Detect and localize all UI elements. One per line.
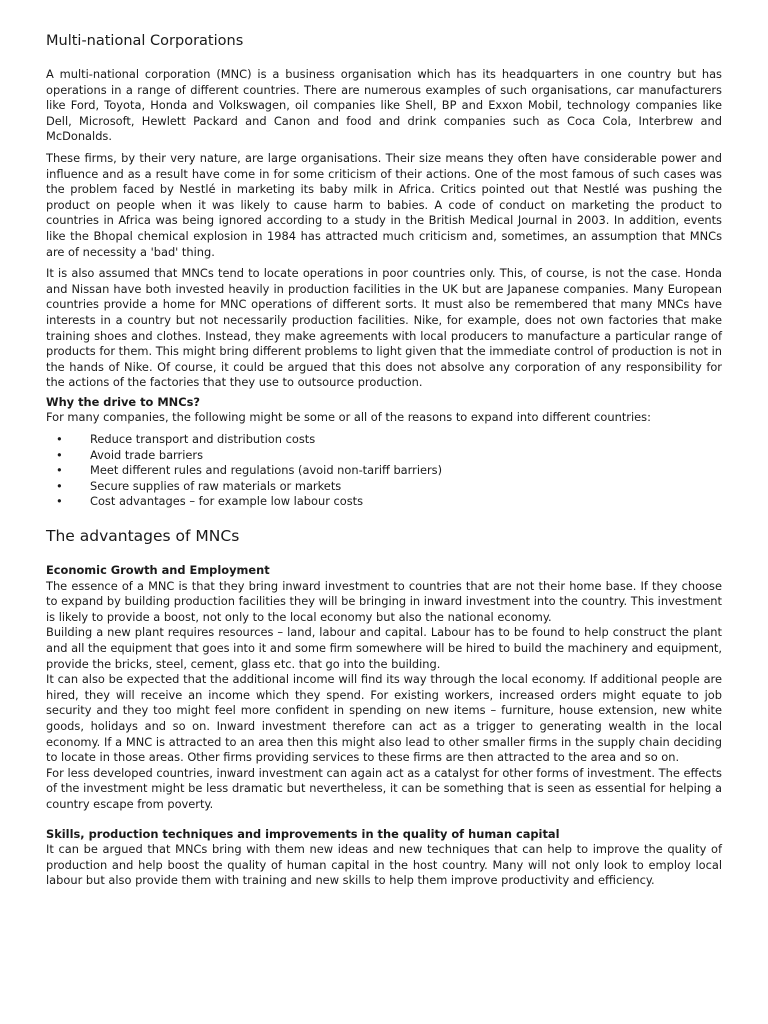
advantages-heading: The advantages of MNCs — [46, 527, 240, 546]
list-item: • Meet different rules and regulations (avoid non-tariff barriers) — [56, 463, 443, 478]
skills-heading: Skills, production techniques and improvements in the quality of human capital — [46, 826, 560, 841]
bullet-icon: • — [56, 494, 63, 509]
list-item: • Avoid trade barriers — [56, 447, 204, 462]
bullet-icon: • — [56, 447, 63, 462]
intro-paragraph-3: It is also assumed that MNCs tend to locate operations in poor countries only. This, of course, is not the case. Honda and Nissan have both invested heavily in production facilities in the UK but are Japanese companies. Many European countries provide a home for MNC operations of different sorts. It must also be remembered that many MNCs have interests in a country but not necessarily production facilities. Nike, for example, does not own factories that make training shoes and clothes. Instead, they make agreements with local producers to manufacture a particular range of products for them. This might bring different problems to light given that the immediate control of production is not in the hands of Nike. Of course, it could be argued that this does not absolve any corporation of any responsibility for the actions of the factories that they use to outsource production. — [46, 266, 722, 390]
growth-paragraph-2: Building a new plant requires resources – land, labour and capital. Labour has to be found to help construct the plant and all the equipment that goes into it and some firm somewhere will be hired to build the machinery and equipment, provide the bricks, steel, cement, glass etc. that go into the building. — [46, 625, 722, 671]
why-lead: For many companies, the following might be some or all of the reasons to expand into different countries: — [46, 410, 651, 425]
reasons-list — [46, 432, 722, 510]
list-item: • Cost advantages – for example low labour costs — [56, 494, 364, 509]
bullet-icon: • — [56, 478, 63, 493]
document-page — [46, 33, 722, 889]
intro-paragraph-1: A multi-national corporation (MNC) is a business organisation which has its headquarters in one country but has operations in a range of different countries. There are numerous examples of such organisations, car manufacturers like Ford, Toyota, Honda and Volkswagen, oil companies like Shell, BP and Exxon Mobil, technology companies like Dell, Microsoft, Hewlett Packard and Canon and food and drink companies such as Coca Cola, Interbrew and McDonalds. — [46, 67, 722, 144]
list-item: • Reduce transport and distribution costs — [56, 432, 316, 447]
bullet-icon: • — [56, 432, 63, 447]
page-title: Multi-national Corporations — [46, 33, 244, 49]
section-spacer — [46, 813, 722, 827]
bullet-icon: • — [56, 463, 63, 478]
list-item: • Secure supplies of raw materials or markets — [56, 478, 342, 493]
intro-paragraph-2: These firms, by their very nature, are large organisations. Their size means they often have considerable power and influence and as a result have come in for some criticism of their actions. One of the most famous of such cases was the problem faced by Nestlé in marketing its baby milk in Africa. Critics pointed out that Nestlé was pushing the product on people when it was likely to cause harm to babies. A code of conduct on marketing the product to countries in Africa was being ignored according to a study in the British Medical Journal in 2003. In addition, events like the Bhopal chemical explosion in 1984 has attracted much criticism and, sometimes, an assumption that MNCs are of necessity a 'bad' thing. — [46, 150, 722, 259]
growth-paragraph-4: For less developed countries, inward investment can again act as a catalyst for other forms of investment. The effects of the investment might be less dramatic but nevertheless, it can be something that is seen as essential for helping a country escape from poverty. — [46, 765, 722, 811]
growth-paragraph-3: It can also be expected that the additional income will find its way through the local economy. If additional people are hired, they will receive an income which they spend. For existing workers, increased orders might equate to job security and they too might feel more confident in spending on new items – furniture, house extension, new white goods, holidays and so on. Inward investment therefore can act as a trigger to generating wealth in the local economy. If a MNC is attracted to an area then this might also lead to other smaller firms in the supply chain deciding to locate in those areas. Other firms providing services to these firms are then attracted to the area and so on. — [46, 672, 722, 765]
why-heading: Why the drive to MNCs? — [46, 394, 200, 409]
growth-paragraph-1: The essence of a MNC is that they bring inward investment to countries that are not their home base. If they choose to expand by building production facilities they will be bringing in inward investment into the country. This investment is likely to provide a boost, not only to the local economy but also the national economy. — [46, 578, 722, 624]
growth-heading: Economic Growth and Employment — [46, 563, 270, 578]
skills-paragraph-1: It can be argued that MNCs bring with them new ideas and new techniques that can help to improve the quality of production and help boost the quality of human capital in the host country. Many will not only look to employ local labour but also provide them with training and new skills to help them improve productivity and efficiency. — [46, 842, 722, 888]
